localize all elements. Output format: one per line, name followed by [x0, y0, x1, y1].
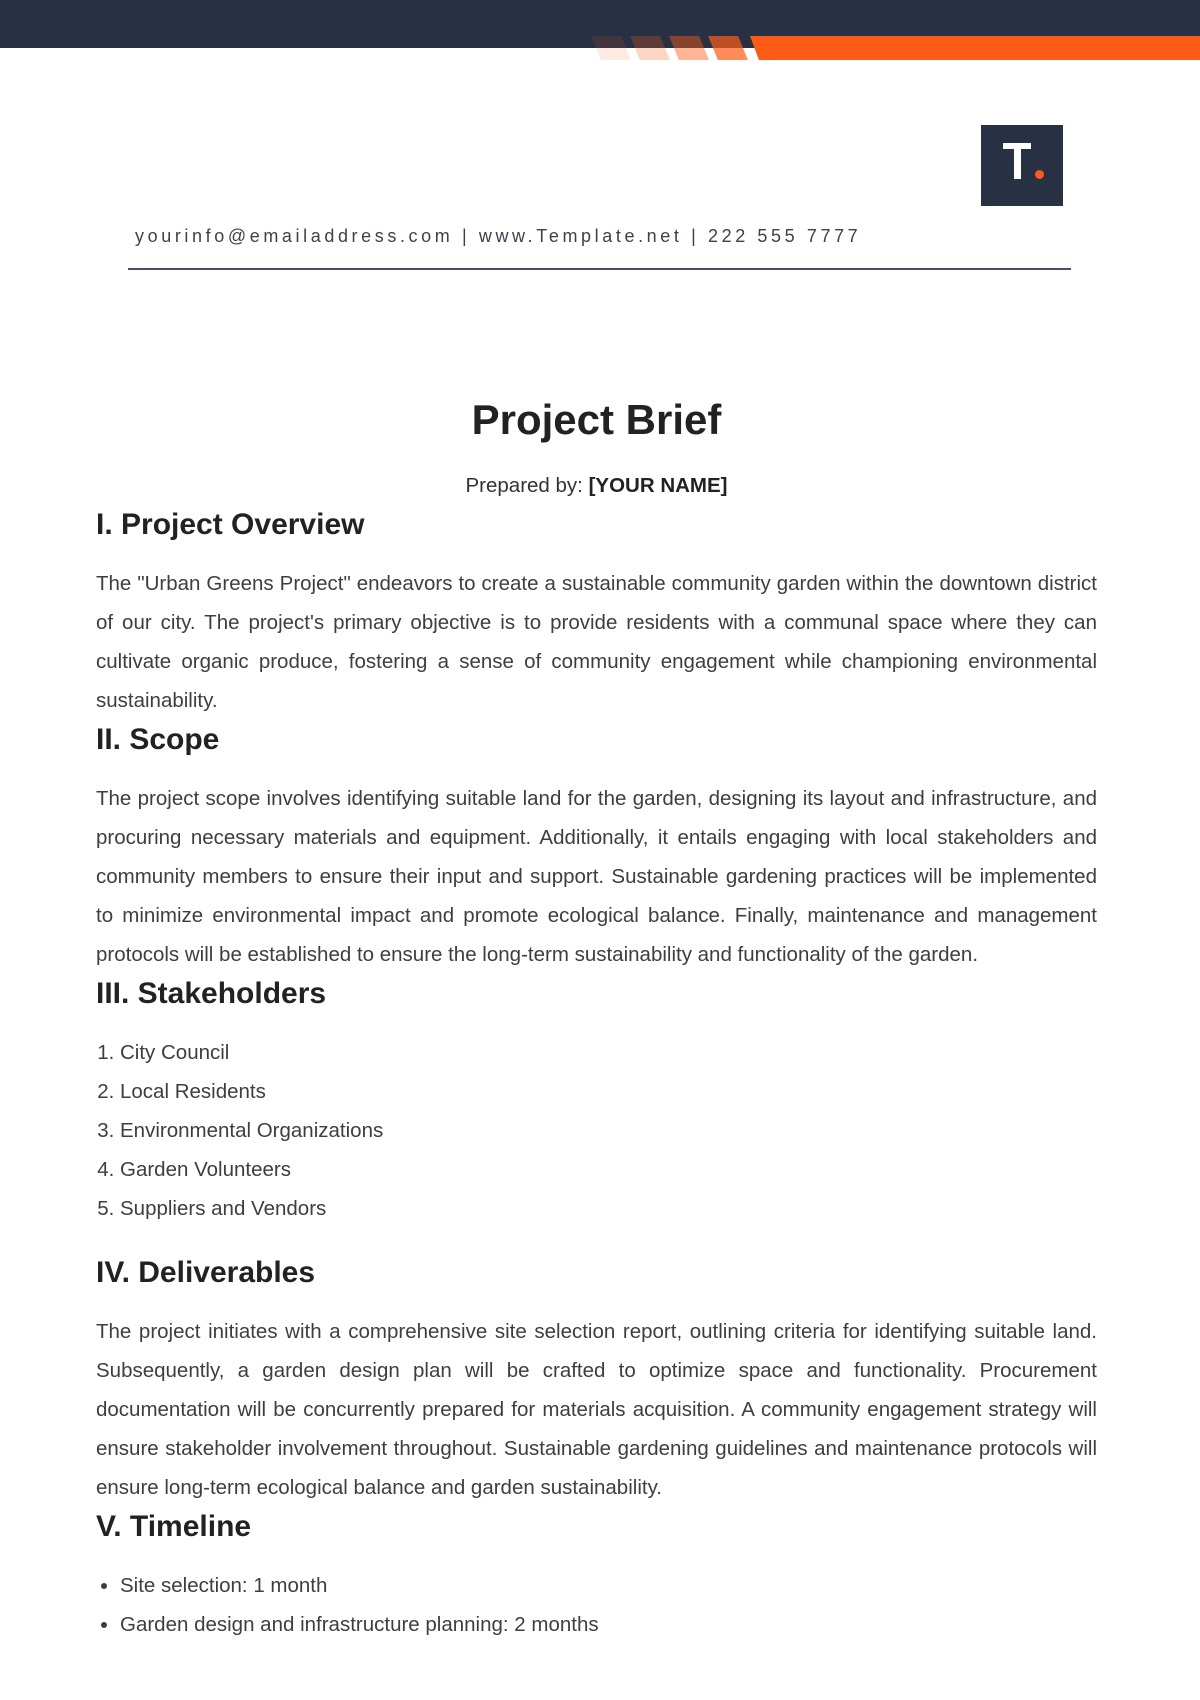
prepared-by: [96, 466, 1097, 505]
list-item: • Site selection: 1 month: [120, 1566, 1097, 1605]
list-item: 1. City Council: [120, 1033, 1097, 1072]
page-title: Project Brief: [471, 396, 722, 443]
section-heading: IV. Deliverables: [96, 1256, 316, 1289]
contact-info: yourinfo@emailaddress.com | www.Template.net | 222 555 7777: [135, 226, 862, 246]
logo-dot: [1035, 170, 1044, 179]
section-heading: III. Stakeholders: [96, 977, 327, 1010]
stakeholder-list: [96, 1033, 1097, 1228]
header-accent: [750, 36, 1200, 60]
section-text: The project initiates with a comprehensive site selection report, outlining criteria for identifying suitable land. Subsequently, a garden design plan will be crafted to optimize space and functionality. Procurement documentation will be concurrently prepared for materials acquisition. A community engagement strategy will ensure stakeholder involvement throughout. Sustainable gardening guidelines and maintenance protocols will ensure long-term ecological balance and garden sustainability.: [96, 1320, 1097, 1499]
document-body: [96, 398, 1097, 1669]
list-item: 4. Garden Volunteers: [120, 1150, 1097, 1189]
list-item: 2. Local Residents: [120, 1072, 1097, 1111]
prepared-by-label: Prepared by:: [465, 474, 583, 497]
logo-t-stem: [1014, 143, 1021, 179]
section-text: The project scope involves identifying suitable land for the garden, designing its layout and infrastructure, and procuring necessary materials and equipment. Additionally, it entails engaging with local stakeholders and community members to ensure their input and support. Sustainable gardening practices will be implemented to minimize environmental impact and promote ecological balance. Finally, maintenance and management protocols will be established to ensure the long-term sustainability and functionality of the garden.: [96, 787, 1097, 966]
timeline-list: [96, 1566, 1097, 1644]
prepared-by-name: [YOUR NAME]: [588, 474, 728, 497]
section-heading: V. Timeline: [96, 1510, 252, 1543]
section-heading: I. Project Overview: [96, 508, 365, 541]
list-item: • Garden design and infrastructure planning: 2 months: [120, 1605, 1097, 1644]
section-heading: II. Scope: [96, 723, 220, 756]
list-item: 3. Environmental Organizations: [120, 1111, 1097, 1150]
section-text: The "Urban Greens Project" endeavors to create a sustainable community garden within the downtown district of our city. The project's primary objective is to provide residents with a communal space where they can cultivate organic produce, fostering a sense of community engagement while championing environmental sustainability.: [96, 572, 1097, 712]
divider: [128, 268, 1071, 270]
list-item: 5. Suppliers and Vendors: [120, 1189, 1097, 1228]
logo: [981, 125, 1063, 206]
